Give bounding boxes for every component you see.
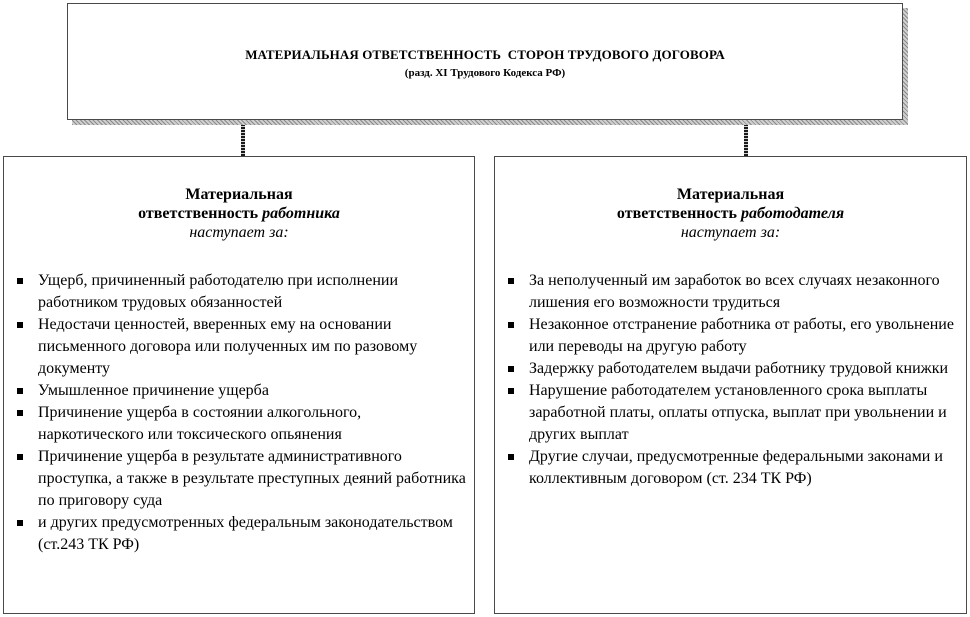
list-item-text: Нарушение работодателем установленного срока выплаты заработной платы, оплаты отпуска, выплат при увольнении и других выплат [529, 382, 947, 443]
heading-emphasis: работодателя [740, 205, 845, 222]
heading-line [4, 204, 474, 223]
list-item [14, 270, 466, 314]
heading-text: ответственность [138, 205, 263, 222]
employee-liability-box [3, 156, 475, 614]
bullet-icon [17, 278, 23, 284]
heading-line: Материальная [185, 186, 293, 203]
bullet-icon [17, 322, 23, 328]
bullet-icon [17, 520, 23, 526]
heading-emphasis: работника [262, 205, 340, 222]
bullet-icon [508, 322, 514, 328]
heading-line: наступает за: [680, 224, 781, 241]
employer-liability-heading [495, 185, 966, 242]
employee-liability-list [14, 270, 466, 556]
list-item [505, 314, 958, 358]
list-item-text: Незаконное отстранение работника от работы, его увольнение или переводы на другую работу [529, 316, 954, 355]
list-item [14, 446, 466, 512]
list-item-text: Другие случаи, предусмотренные федеральными законами и коллективным договором (ст. 234 ТК РФ) [529, 448, 943, 487]
list-item [505, 270, 958, 314]
list-item-text: Недостачи ценностей, вверенных ему на основании письменного договора или полученных им по разовому документу [38, 316, 418, 377]
connector-left [241, 125, 245, 156]
list-item-text: За неполученный им заработок во всех случаях незаконного лишения его возможности трудиться [529, 272, 940, 311]
heading-line: Материальная [676, 186, 785, 203]
list-item-text: Задержку работодателем выдачи работнику трудовой книжки [529, 360, 949, 377]
list-item-text: Ущерб, причиненный работодателю при исполнении работником трудовых обязанностей [38, 272, 399, 311]
heading-line: наступает за: [189, 224, 289, 241]
list-item [14, 314, 466, 380]
header-box [67, 3, 903, 120]
list-item [505, 358, 958, 380]
list-item-text: Причинение ущерба в состоянии алкогольного, наркотического или токсического опьянения [38, 404, 362, 443]
heading-line [495, 204, 966, 223]
bullet-icon [17, 388, 23, 394]
bullet-icon [508, 278, 514, 284]
list-item [505, 446, 958, 490]
employer-liability-box [494, 156, 967, 614]
list-item [14, 380, 466, 402]
list-item-text: Причинение ущерба в результате административного проступка, а также в результате преступных деяний работника по приговору суда [38, 448, 466, 509]
connector-right [744, 125, 748, 156]
diagram-subtitle: (разд. XI Трудового Кодекса РФ) [404, 67, 566, 79]
bullet-icon [17, 410, 23, 416]
list-item [505, 380, 958, 446]
list-item [14, 512, 466, 556]
bullet-icon [17, 454, 23, 460]
bullet-icon [508, 454, 514, 460]
diagram-title: МАТЕРИАЛЬНАЯ ОТВЕТСТВЕННОСТЬ СТОРОН ТРУДОВОГО ДОГОВОРА [245, 47, 725, 62]
employee-liability-heading [4, 185, 474, 242]
employer-liability-list [505, 270, 958, 490]
list-item-text: Умышленное причинение ущерба [38, 382, 269, 399]
bullet-icon [508, 388, 514, 394]
list-item-text: и других предусмотренных федеральным законодательством (ст.243 ТК РФ) [38, 514, 453, 553]
list-item [14, 402, 466, 446]
heading-text: ответственность [616, 205, 741, 222]
bullet-icon [508, 366, 514, 372]
